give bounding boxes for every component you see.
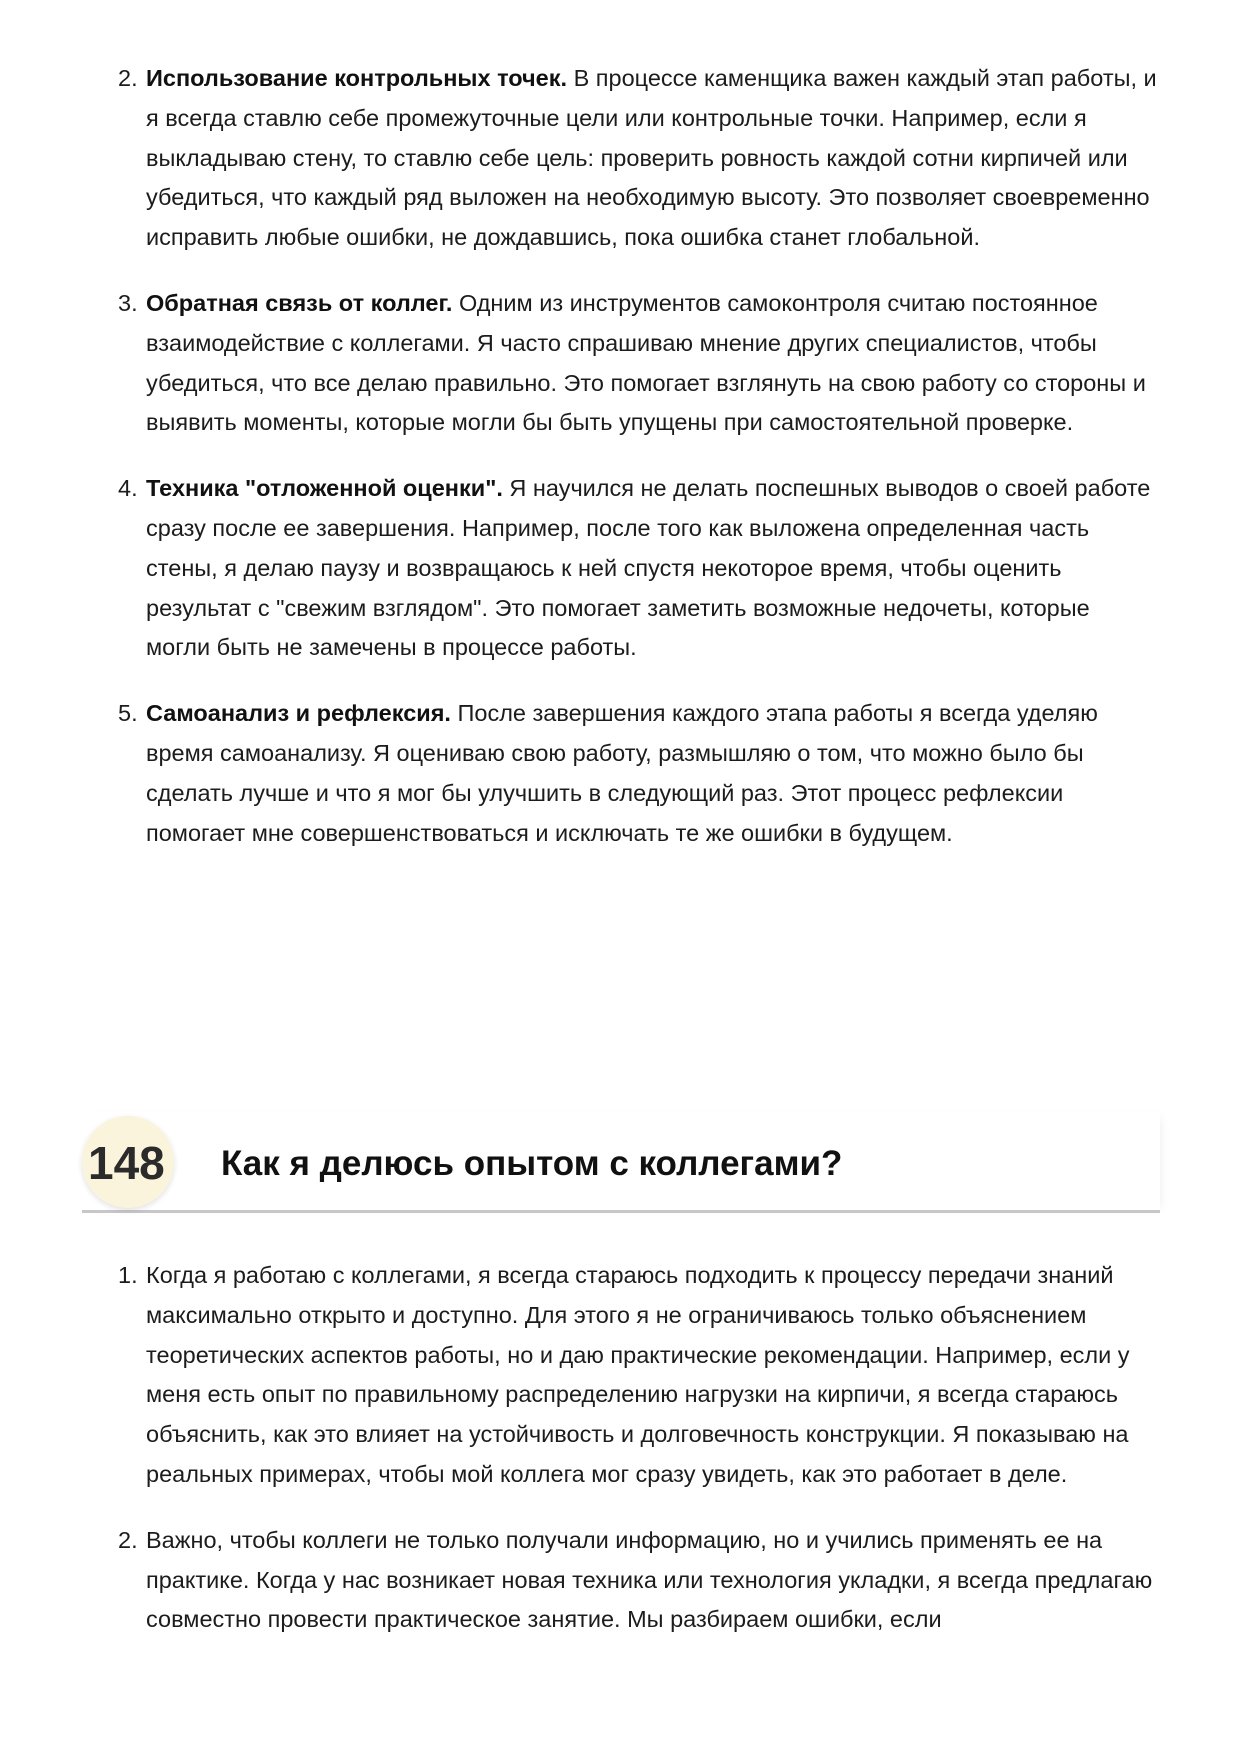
list-item (0, 59, 1239, 258)
list-item (0, 1521, 1239, 1640)
section-header (82, 1112, 1160, 1213)
item-number: 2. (118, 65, 138, 91)
item-number: 4. (118, 475, 138, 502)
item-title: Использование контрольных точек. (146, 65, 568, 91)
section-list (0, 1256, 1239, 1666)
item-title: Обратная связь от коллег. (146, 289, 453, 316)
list-item (0, 469, 1239, 668)
item-text: В процессе каменщика важен каждый этап работы, и я всегда ставлю себе промежуточные цели или контрольные точки. Например, если я выкладываю стену, то ставлю себе цель: проверить ровность каждой сотни кирпичей или убедиться, что каждый ряд выложен на необходимую высоту. Это позволяет своевременно исправить любые ошибки, не дождавшись, пока ошибка станет глобальной. (146, 65, 1157, 251)
item-title: Техника "отложенной оценки". (146, 475, 503, 502)
item-number: 3. (118, 289, 138, 316)
section-number: 148 (88, 1137, 165, 1189)
item-text: Я научился не делать поспешных выводов о своей работе сразу после ее завершения. Например, после того как выложена определенная часть стены, я делаю паузу и возвращаюсь к ней спустя некоторое время, чтобы оценить результат с "свежим взглядом". Это помогает заметить возможные недочеты, которые могли быть не замечены в процессе работы. (146, 475, 1151, 661)
item-text: После завершения каждого этапа работы я всегда уделяю время самоанализу. Я оцениваю свою работу, размышляю о том, что можно было бы сделать лучше и что я мог бы улучшить в следующий раз. Этот процесс рефлексии помогает мне совершенствоваться и исключать те же ошибки в будущем. (146, 700, 1098, 846)
item-text: Важно, чтобы коллеги не только получали информацию, но и учились применять ее на практике. Когда у нас возникает новая техника или технология укладки, я всегда предлагаю совместно провести практическое занятие. Мы разбираем ошибки, если (146, 1526, 1153, 1633)
item-number: 5. (118, 700, 138, 727)
section-title: Как я делюсь опытом с коллегами? (221, 1144, 843, 1183)
item-title: Самоанализ и рефлексия. (146, 700, 451, 727)
item-number: 2. (118, 1526, 138, 1553)
list-item (0, 1256, 1239, 1495)
item-number: 1. (118, 1262, 138, 1288)
item-text: Когда я работаю с коллегами, я всегда стараюсь подходить к процессу передачи знаний максимально открыто и доступно. Для этого я не ограничиваюсь только объяснением теоретических аспектов работы, но и даю практические рекомендации. Например, если у меня есть опыт по правильному распределению нагрузки на кирпичи, я всегда стараюсь объяснить, как это влияет на устойчивость и долговечность конструкции. Я показываю на реальных примерах, чтобы мой коллега мог сразу увидеть, как это работает в деле. (146, 1262, 1130, 1487)
list-item (0, 694, 1239, 853)
item-text: Одним из инструментов самоконтроля считаю постоянное взаимодействие с коллегами. Я часто спрашиваю мнение других специалистов, чтобы убедиться, что все делаю правильно. Это помогает взглянуть на свою работу со стороны и выявить моменты, которые могли бы быть упущены при самостоятельной проверке. (146, 289, 1146, 436)
list-item (0, 284, 1239, 443)
previous-section-list (0, 59, 1239, 879)
